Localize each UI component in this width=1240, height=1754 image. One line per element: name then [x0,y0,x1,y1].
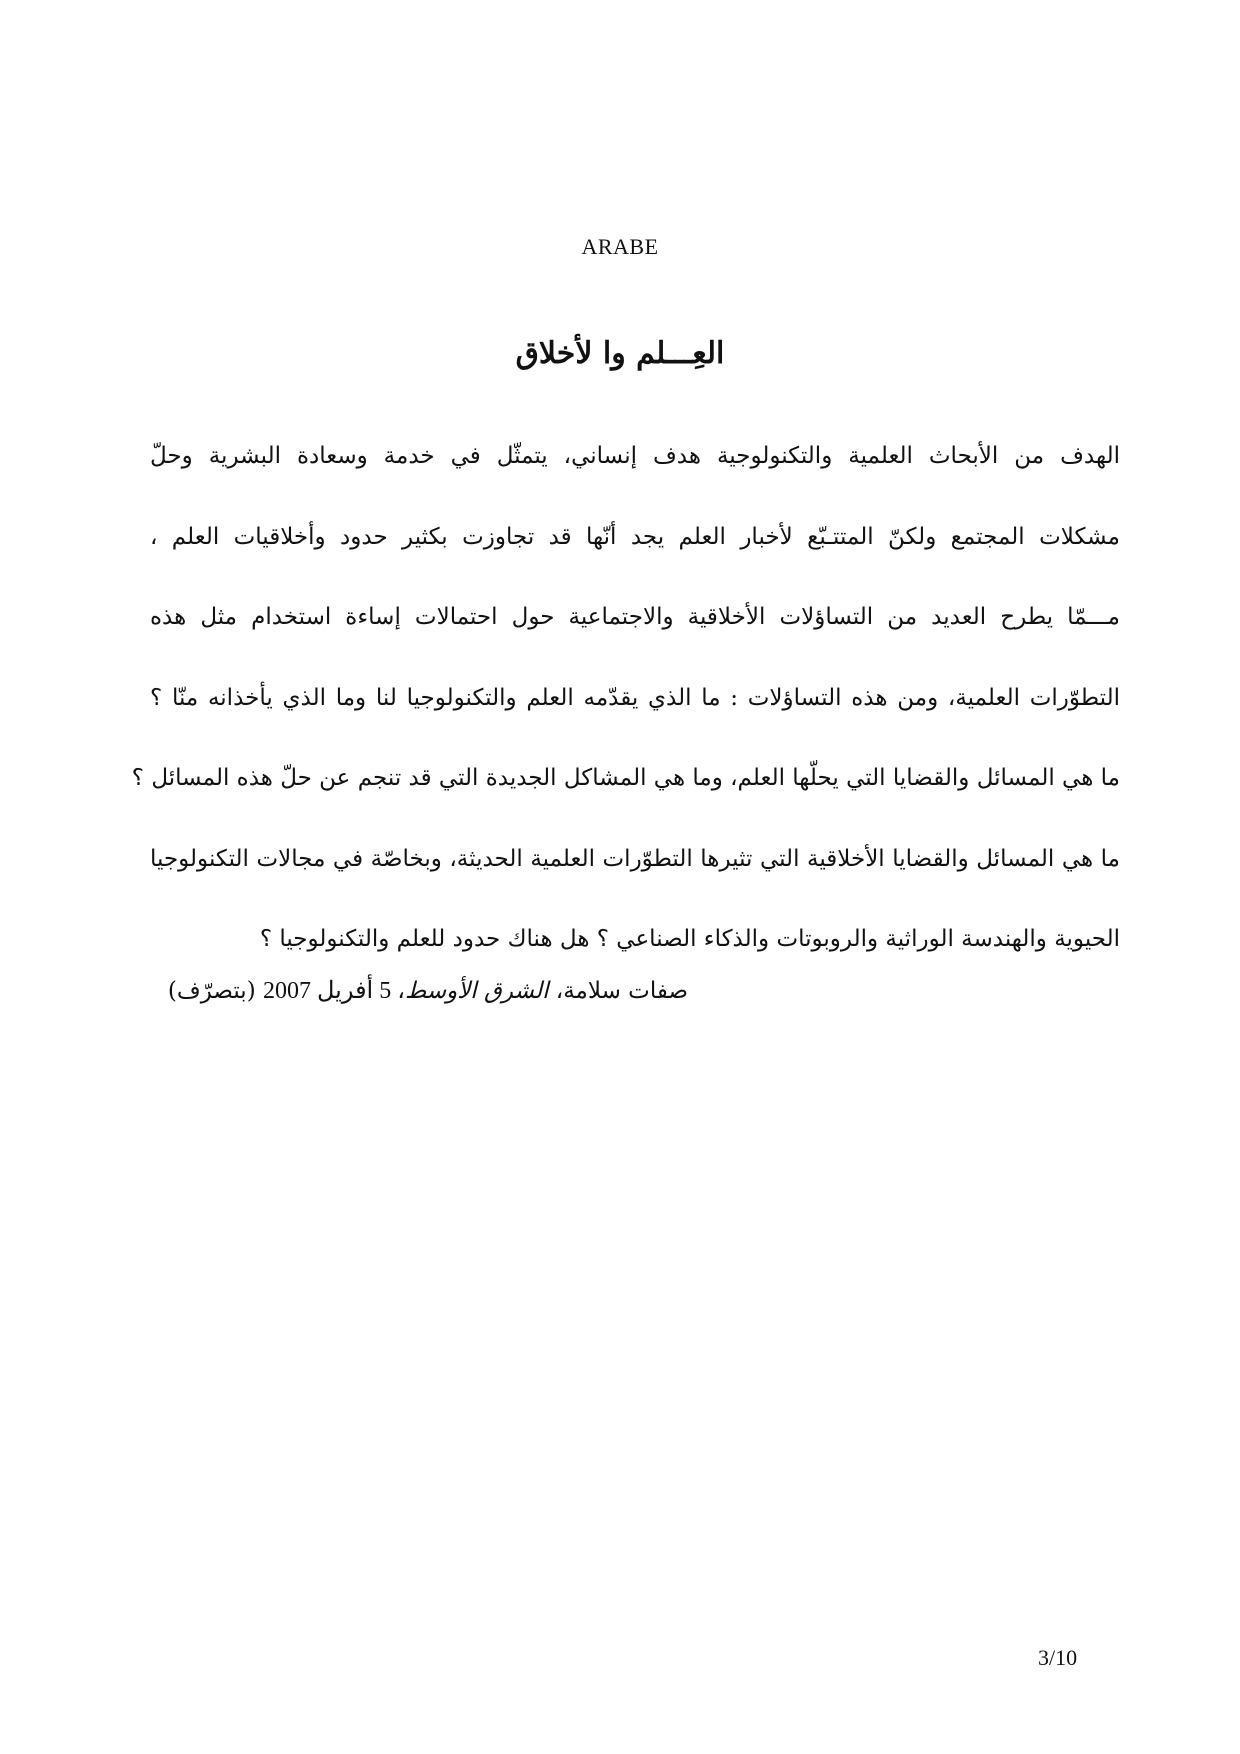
paragraph-line: الهدف من الأبحاث العلمية والتكنولوجية هدف إنساني، يتمثّل في خدمة وسعادة البشرية وحلّ [150,443,1120,469]
source-author: صفات سلامة، [555,978,688,1004]
paragraph-line: الحيوية والهندسة الوراثية والروبوتات والذكاء الصناعي ؟ هل هناك حدود للعلم والتكنولوجيا ؟ [259,926,1120,952]
source-date: ، 5 أفريل 2007 [262,978,405,1004]
subject-label: ARABE [581,234,659,259]
source-publication: الشرق الأوسط [404,978,549,1004]
source-note: (بتصرّف) [167,978,263,1004]
source-citation [167,976,688,1005]
paragraph-line: مـــمّا يطرح العديد من التساؤلات الأخلاقية والاجتماعية حول احتمالات إساءة استخدام مثل هذه [150,604,1120,630]
body-paragraph [131,436,1120,1000]
page-number: 3/10 [1038,1645,1078,1670]
paragraph-line: مشكلات المجتمع ولكنّ المتتـبّع لأخبار العلم يجد أنّها قد تجاوزت بكثير حدود وأخلاقيات العلم ، [150,523,1120,550]
paragraph-line: ما هي المسائل والقضايا التي يحلّها العلم، وما هي المشاكل الجديدة التي قد تنجم عن حلّ هذه المسائل ؟ [131,765,1120,791]
document-title: العِـــلم وا لأخلاق [515,336,725,371]
paragraph-line: التطوّرات العلمية، ومن هذه التساؤلات : ما الذي يقدّمه العلم والتكنولوجيا لنا وما الذي يأخذانه منّا ؟ [150,684,1120,711]
paragraph-line: ما هي المسائل والقضايا الأخلاقية التي تثيرها التطوّرات العلمية الحديثة، وبخاصّة في مجالات التكنولوجيا [150,845,1120,872]
